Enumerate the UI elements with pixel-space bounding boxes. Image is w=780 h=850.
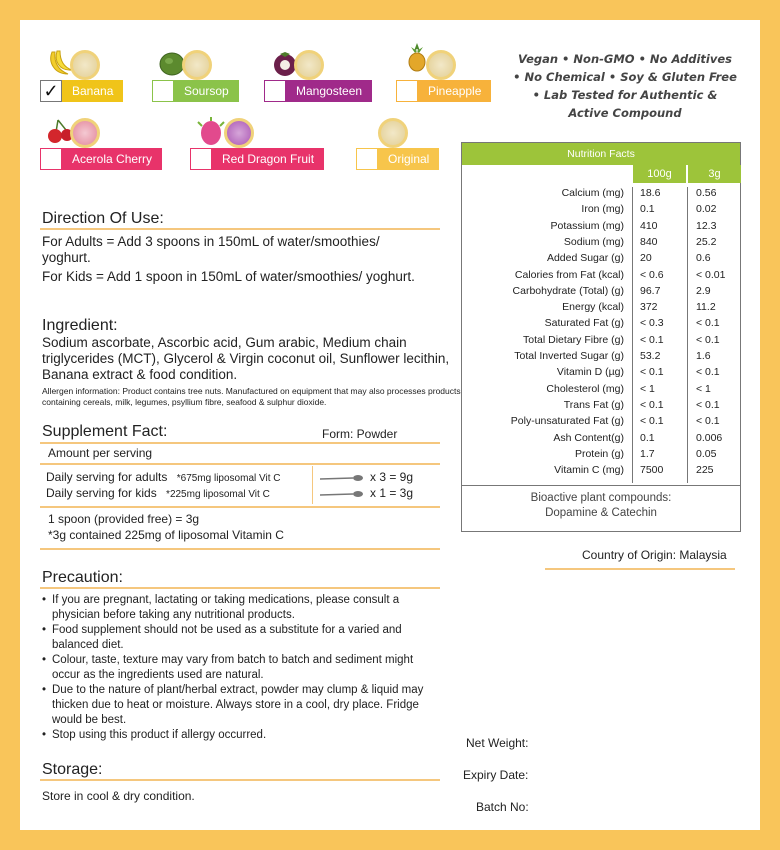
flavour-tag: Original [378,148,439,170]
claim-line: • Lab Tested for Authentic & [532,88,718,102]
divider [545,568,735,570]
nutrient-value-3g: 0.006 [696,431,723,444]
nutrient-name: Protein (g) [574,447,624,460]
nutrient-value-3g: 0.56 [696,187,717,199]
serving-adults-qty: x 3 = 9g [370,470,414,484]
powder-disc [182,50,212,80]
table-row [462,334,740,350]
table-row [462,383,740,399]
serving-kids [46,486,270,500]
direction-title: Direction Of Use: [42,210,164,227]
nutrient-value-3g: 11.2 [696,301,716,314]
claim-line: Active Compound [568,106,682,120]
serving-kids-note: *225mg liposomal Vit C [166,489,270,500]
divider [40,587,440,589]
flavour-tag: Red Dragon Fruit [212,148,324,170]
nutrient-value-100g: 410 [640,219,658,232]
nutrient-value-3g: 0.05 [696,447,717,460]
allergen-info: Allergen information: Product contains tree nuts. Manufactured on equipment that may also processes products containing cereals, milk, legumes, psyllium fibre, seafood & sulphur dioxide. [42,386,461,407]
nutrient-name: Sodium (mg) [563,235,624,248]
nutrition-facts-table [461,142,741,532]
nutrition-rows [462,187,740,487]
amount-per-serving: Amount per serving [48,446,153,460]
supplement-title: Supplement Fact: [42,423,168,440]
nutrient-value-3g: < 0.1 [696,333,720,346]
nutrient-name: Calories from Fat (kcal) [514,268,624,281]
flavour-checkbox[interactable] [40,148,62,170]
table-row [462,366,740,382]
divider [40,228,440,230]
table-row [462,252,740,268]
table-row [462,350,740,366]
bioactive-line: Dopamine & Catechin [545,507,657,519]
nutrient-value-3g: < 0.1 [696,366,720,379]
nutrient-name: Carbohydrate (Total) (g) [512,284,624,297]
nutrient-value-100g: 53.2 [640,350,661,362]
table-row [462,415,740,431]
nutrient-value-3g: < 0.1 [696,398,720,411]
dragon-fruit-icon [196,116,226,146]
nutrient-value-100g: 1.7 [640,447,655,460]
nutrient-value-100g: 20 [640,252,652,265]
serving-kids-qty: x 1 = 3g [370,486,414,500]
bioactive-compounds [462,491,740,521]
precaution-title: Precaution: [42,569,123,586]
divider [40,442,440,444]
nutrient-value-100g: < 0.1 [640,398,664,411]
flavour-checkbox[interactable] [264,80,286,102]
nutrient-value-100g: < 0.3 [640,317,664,330]
nutrient-value-100g: 7500 [640,464,664,477]
nutrient-value-100g: < 1 [640,382,655,395]
nutrient-value-100g: < 0.1 [640,366,664,379]
nutrient-name: Potassium (mg) [550,219,624,232]
flavour-tag: Pineapple [418,80,491,102]
flavour-checkbox[interactable] [356,148,378,170]
powder-disc [378,118,408,148]
nutrient-value-100g: 0.1 [640,203,655,216]
column-header-3g: 3g [688,165,741,183]
nutrition-header [462,165,740,183]
nutrient-value-100g: 372 [640,301,658,314]
table-row [462,187,740,203]
list-item: • Due to the nature of plant/herbal extract, powder may clump & liquid may thicken due to heat or moisture. Always store in a cool, dry place. Fridge would be best. [42,683,442,728]
nutrient-value-100g: 840 [640,235,658,248]
claim-line: • No Chemical • Soy & Gluten Free [513,70,737,84]
flavour-tag: Mangosteen [286,80,372,102]
supplement-form: Form: Powder [322,427,398,441]
spoon-icon [320,490,364,498]
powder-disc [70,50,100,80]
table-row [462,285,740,301]
divider [462,485,740,486]
serving-adults-note: *675mg liposomal Vit C [176,473,281,484]
nutrient-name: Saturated Fat (g) [544,317,624,330]
list-item: • Food supplement should not be used as a substitute for a varied and balanced diet. [42,623,442,653]
product-claims [490,50,760,122]
table-row [462,301,740,317]
nutrient-value-100g: < 0.6 [640,268,664,281]
contained-info: *3g contained 225mg of liposomal Vitamin C [48,528,284,542]
direction-kids: For Kids = Add 1 spoon in 150mL of water/smoothies/ yoghurt. [42,269,415,284]
nutrient-name: Total Dietary Fibre (g) [523,333,624,346]
table-row [462,448,740,464]
divider [40,548,440,550]
nutrient-name: Cholesterol (mg) [546,382,624,395]
nutrient-value-3g: 12.3 [696,219,717,232]
nutrient-name: Iron (mg) [581,203,624,216]
nutrient-value-100g: 96.7 [640,284,661,297]
nutrient-value-100g: 18.6 [640,187,661,199]
nutrient-name: Vitamin D (µg) [556,366,624,379]
nutrient-value-100g: < 0.1 [640,333,664,346]
nutrient-value-3g: 0.02 [696,203,717,216]
divider [40,506,440,508]
expiry-date-label: Expiry Date: [463,768,529,782]
storage-title: Storage: [42,761,103,778]
powder-disc [426,50,456,80]
nutrient-value-3g: 225 [696,464,714,477]
flavour-tag: Acerola Cherry [62,148,162,170]
table-row [462,432,740,448]
nutrient-name: Ash Content(g) [553,431,624,444]
nutrient-name: Added Sugar (g) [546,252,624,265]
nutrient-value-3g: 2.9 [696,284,711,297]
table-row [462,203,740,219]
list-item: • Colour, taste, texture may vary from batch to batch and sediment might occur as the ingredients used are natural. [42,653,442,683]
flavour-checkbox[interactable] [152,80,174,102]
nutrient-value-100g: 0.1 [640,431,655,444]
bioactive-line: Bioactive plant compounds: [530,492,672,504]
table-row [462,317,740,333]
nutrient-name: Calcium (mg) [561,187,624,199]
table-row [462,236,740,252]
batch-no-label: Batch No: [476,800,529,814]
divider [40,463,440,465]
nutrition-title: Nutrition Facts [462,143,740,165]
flavour-tag: Banana [62,80,123,102]
table-row [462,269,740,285]
storage-text: Store in cool & dry condition. [42,789,195,803]
list-item: • If you are pregnant, lactating or taking medications, please consult a physician before taking any nutritional products. [42,593,442,623]
nutrient-value-3g: 1.6 [696,350,711,362]
table-row [462,464,740,480]
ingredient-title: Ingredient: [42,317,118,334]
serving-adults [46,470,281,484]
spoon-info: 1 spoon (provided free) = 3g [48,512,200,526]
powder-disc [294,50,324,80]
claim-line: Vegan • Non-GMO • No Additives [518,52,732,66]
divider [40,779,440,781]
nutrient-name: Poly-unsaturated Fat (g) [510,415,624,428]
serving-kids-label: Daily serving for kids [46,486,157,500]
flavour-checkbox[interactable] [190,148,212,170]
serving-adults-label: Daily serving for adults [46,470,168,484]
nutrient-value-3g: 25.2 [696,235,717,248]
flavour-checkbox[interactable]: ✓ [40,80,62,102]
powder-disc [224,118,254,148]
nutrient-name: Total Inverted Sugar (g) [514,350,624,362]
precaution-list [42,593,442,743]
direction-adults: For Adults = Add 3 spoons in 150mL of water/smoothies/ yoghurt. [42,234,380,265]
nutrient-value-3g: < 0.1 [696,415,720,428]
country-of-origin: Country of Origin: Malaysia [582,548,727,562]
nutrient-name: Vitamin C (mg) [554,464,624,477]
nutrient-value-100g: < 0.1 [640,415,664,428]
flavour-checkbox[interactable] [396,80,418,102]
nutrient-value-3g: < 0.1 [696,317,720,330]
nutrient-value-3g: < 0.01 [696,268,726,281]
ingredient-text: Sodium ascorbate, Ascorbic acid, Gum arabic, Medium chain triglycerides (MCT), Glycerol & Virgin coconut oil, Sunflower lecithin, Banana extract & food condition. [42,335,450,382]
nutrient-value-3g: 0.6 [696,252,711,265]
table-row [462,220,740,236]
divider [312,466,313,504]
table-row [462,399,740,415]
column-header-100g: 100g [632,165,686,183]
spoon-icon [320,474,364,482]
flavour-tag: Soursop [174,80,239,102]
net-weight-label: Net Weight: [466,736,529,750]
powder-disc [70,118,100,148]
nutrient-name: Energy (kcal) [562,301,624,314]
list-item: • Stop using this product if allergy occurred. [42,728,442,743]
nutrient-value-3g: < 1 [696,382,711,395]
nutrient-name: Trans Fat (g) [563,398,624,411]
product-label [20,20,760,830]
